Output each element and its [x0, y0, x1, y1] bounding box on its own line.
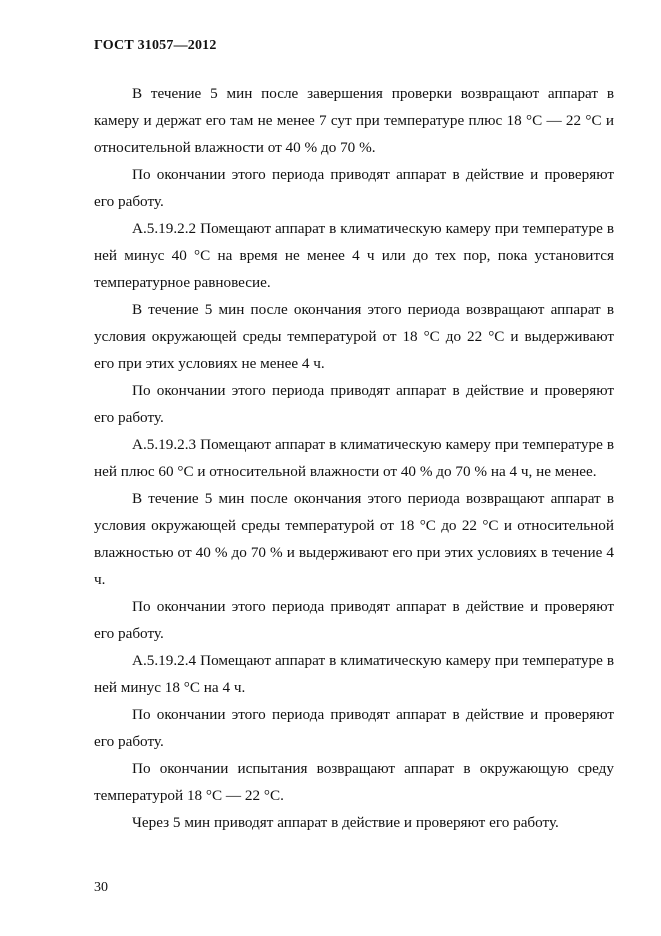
paragraph: По окончании этого периода приводят аппарат в действие и проверяют его работу. — [94, 166, 614, 210]
paragraph: По окончании этого периода приводят аппарат в действие и проверяют его работу. — [94, 598, 614, 642]
document-header: ГОСТ 31057—2012 — [94, 38, 217, 53]
paragraph: По окончании этого периода приводят аппарат в действие и проверяют его работу. — [94, 382, 614, 426]
page-number: 30 — [94, 880, 108, 895]
paragraph: А.5.19.2.2 Помещают аппарат в климатическую камеру при температуре в ней минус 40 °С на время не менее 4 ч или до тех пор, пока установится температурное равновесие. — [94, 220, 614, 291]
paragraph: В течение 5 мин после окончания этого периода возвращают аппарат в условия окружающей среды температурой от 18 °С до 22 °С и относительной влажностью от 40 % до 70 % и выдерживают его при этих условиях в течение 4 ч. — [94, 490, 614, 588]
paragraph: А.5.19.2.4 Помещают аппарат в климатическую камеру при температуре в ней минус 18 °С на 4 ч. — [94, 652, 614, 696]
paragraph: А.5.19.2.3 Помещают аппарат в климатическую камеру при температуре в ней плюс 60 °С и относительной влажности от 40 % до 70 % на 4 ч, не менее. — [94, 436, 614, 480]
paragraph: В течение 5 мин после завершения проверки возвращают аппарат в камеру и держат его там не менее 7 сут при температуре плюс 18 °С — 22 °С и относительной влажности от 40 % до 70 %. — [94, 85, 614, 156]
paragraph: По окончании испытания возвращают аппарат в окружающую среду температурой 18 °С — 22 °С. — [94, 760, 614, 804]
paragraph: По окончании этого периода приводят аппарат в действие и проверяют его работу. — [94, 706, 614, 750]
paragraph: Через 5 мин приводят аппарат в действие и проверяют его работу. — [132, 814, 559, 831]
document-body — [94, 80, 614, 836]
paragraph: В течение 5 мин после окончания этого периода возвращают аппарат в условия окружающей среды температурой от 18 °С до 22 °С и выдерживают его при этих условиях не менее 4 ч. — [94, 301, 614, 372]
